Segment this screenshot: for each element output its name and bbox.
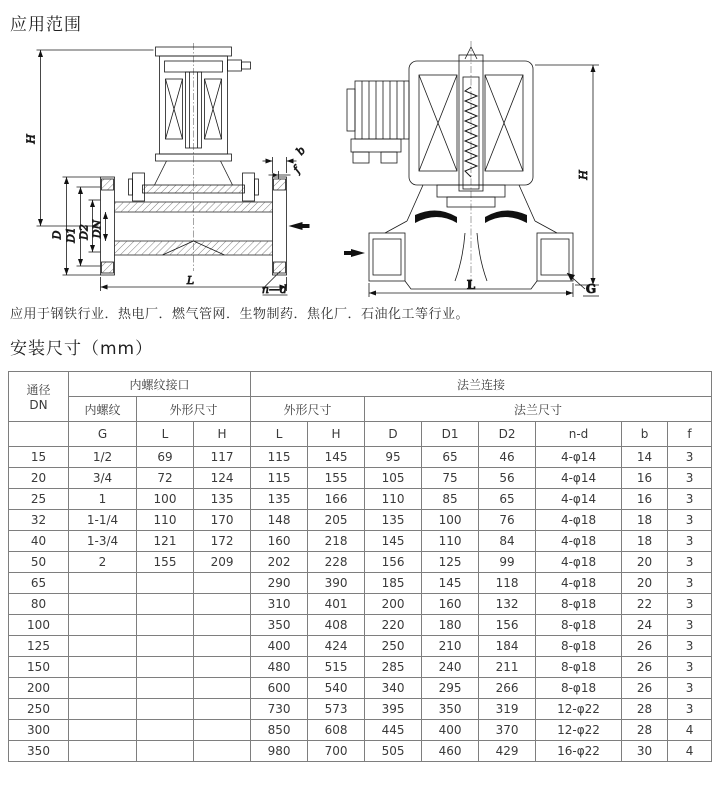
table-cell: 18	[622, 531, 668, 552]
table-cell	[69, 636, 137, 657]
table-cell: 135	[194, 489, 251, 510]
table-cell: 180	[422, 615, 479, 636]
table-cell	[69, 657, 137, 678]
table-cell: 350	[251, 615, 308, 636]
table-cell: 3/4	[69, 468, 137, 489]
table-cell: 3	[668, 594, 712, 615]
table-cell: 211	[479, 657, 536, 678]
table-cell: 295	[422, 678, 479, 699]
dim-nd-label: n—d	[261, 283, 288, 296]
table-row	[9, 510, 712, 531]
table-cell: 124	[194, 468, 251, 489]
table-cell: 125	[422, 552, 479, 573]
table-cell	[69, 699, 137, 720]
table-cell: 285	[365, 657, 422, 678]
col-f: f	[668, 422, 712, 447]
dim-H-label: H	[24, 134, 38, 144]
table-cell: 730	[251, 699, 308, 720]
table-cell: 3	[668, 447, 712, 468]
table-cell: 80	[9, 594, 69, 615]
threaded-valve-drawing	[318, 39, 618, 297]
table-row	[9, 741, 712, 762]
table-cell: 370	[479, 720, 536, 741]
table-cell: 22	[622, 594, 668, 615]
table-row	[9, 720, 712, 741]
table-cell: 4-φ18	[536, 573, 622, 594]
table-cell: 850	[251, 720, 308, 741]
table-cell: 20	[622, 552, 668, 573]
table-cell	[69, 615, 137, 636]
table-cell: 24	[622, 615, 668, 636]
table-cell: 400	[251, 636, 308, 657]
col-D: D	[365, 422, 422, 447]
table-cell	[194, 636, 251, 657]
flow-direction-arrow	[344, 249, 365, 257]
table-cell: 56	[479, 468, 536, 489]
table-cell: 3	[668, 510, 712, 531]
table-cell: 3	[668, 531, 712, 552]
header-flange-sub: 法兰尺寸	[365, 397, 712, 422]
table-cell: 1	[69, 489, 137, 510]
table-cell: 156	[479, 615, 536, 636]
dim-D-label: D	[50, 230, 64, 240]
table-cell	[137, 720, 194, 741]
table-cell: 220	[365, 615, 422, 636]
header-flange-group: 法兰连接	[251, 372, 712, 397]
table-cell: 99	[479, 552, 536, 573]
dimensions-table	[8, 371, 712, 762]
table-row	[9, 678, 712, 699]
table-cell: 3	[668, 489, 712, 510]
table-cell: 3	[668, 552, 712, 573]
table-cell: 505	[365, 741, 422, 762]
flow-direction-arrow	[289, 222, 310, 230]
table-row	[9, 657, 712, 678]
table-cell: 3	[668, 678, 712, 699]
table-cell: 4	[668, 741, 712, 762]
header-threaded-group: 内螺纹接口	[69, 372, 251, 397]
table-cell: 266	[479, 678, 536, 699]
table-cell: 350	[9, 741, 69, 762]
table-cell: 16	[622, 489, 668, 510]
table-cell	[194, 657, 251, 678]
dimensions-table-body	[9, 447, 712, 762]
table-cell: 160	[251, 531, 308, 552]
table-cell: 26	[622, 636, 668, 657]
dim-DN-label: DN	[90, 219, 104, 239]
table-cell: 172	[194, 531, 251, 552]
table-cell: 445	[365, 720, 422, 741]
table-cell: 46	[479, 447, 536, 468]
table-cell: 166	[308, 489, 365, 510]
col-H1: H	[194, 422, 251, 447]
table-cell: 340	[365, 678, 422, 699]
table-cell: 205	[308, 510, 365, 531]
table-row	[9, 573, 712, 594]
table-cell: 608	[308, 720, 365, 741]
table-cell	[194, 573, 251, 594]
table-cell: 50	[9, 552, 69, 573]
table-cell	[69, 573, 137, 594]
table-cell: 4-φ18	[536, 510, 622, 531]
table-cell: 209	[194, 552, 251, 573]
dim-D1-label: D1	[64, 227, 78, 243]
table-cell: 200	[9, 678, 69, 699]
table-cell: 69	[137, 447, 194, 468]
table-cell: 4-φ14	[536, 447, 622, 468]
table-cell: 460	[422, 741, 479, 762]
table-cell: 3	[668, 573, 712, 594]
table-cell	[194, 615, 251, 636]
table-cell: 155	[308, 468, 365, 489]
table-cell: 148	[251, 510, 308, 531]
table-header-row-groups	[9, 372, 712, 397]
header-thread-sub: 内螺纹	[69, 397, 137, 422]
table-cell: 4-φ18	[536, 531, 622, 552]
table-cell: 4	[668, 720, 712, 741]
table-cell: 28	[622, 699, 668, 720]
table-cell	[194, 720, 251, 741]
table-cell: 72	[137, 468, 194, 489]
table-cell: 32	[9, 510, 69, 531]
table-cell	[137, 699, 194, 720]
table-cell: 350	[422, 699, 479, 720]
table-cell: 573	[308, 699, 365, 720]
table-cell: 156	[365, 552, 422, 573]
table-cell: 1-3/4	[69, 531, 137, 552]
table-row	[9, 699, 712, 720]
table-cell	[137, 741, 194, 762]
table-cell: 3	[668, 699, 712, 720]
table-row	[9, 636, 712, 657]
table-cell: 100	[137, 489, 194, 510]
table-cell	[194, 741, 251, 762]
table-cell: 240	[422, 657, 479, 678]
table-cell: 4-φ14	[536, 489, 622, 510]
table-cell: 4-φ14	[536, 468, 622, 489]
table-cell: 408	[308, 615, 365, 636]
header-outline-sub2: 外形尺寸	[251, 397, 365, 422]
table-cell: 100	[9, 615, 69, 636]
table-cell	[194, 594, 251, 615]
header-outline-sub1: 外形尺寸	[137, 397, 251, 422]
table-cell: 3	[668, 636, 712, 657]
table-cell: 390	[308, 573, 365, 594]
col-D2: D2	[479, 422, 536, 447]
table-cell	[137, 615, 194, 636]
table-cell	[194, 699, 251, 720]
table-cell: 16	[622, 468, 668, 489]
table-cell: 700	[308, 741, 365, 762]
valve-drawings	[8, 39, 712, 297]
table-cell: 4-φ18	[536, 552, 622, 573]
table-cell: 202	[251, 552, 308, 573]
table-cell: 210	[422, 636, 479, 657]
table-cell: 145	[422, 573, 479, 594]
col-L1: L	[137, 422, 194, 447]
table-row	[9, 531, 712, 552]
col-H2: H	[308, 422, 365, 447]
table-cell: 401	[308, 594, 365, 615]
table-cell: 8-φ18	[536, 657, 622, 678]
col-G: G	[69, 422, 137, 447]
table-cell: 65	[422, 447, 479, 468]
table-cell: 395	[365, 699, 422, 720]
header-dn-line2: DN	[29, 398, 48, 412]
table-cell	[69, 594, 137, 615]
table-header-row-cols	[9, 422, 712, 447]
table-cell: 65	[9, 573, 69, 594]
table-cell: 8-φ18	[536, 678, 622, 699]
table-cell: 145	[365, 531, 422, 552]
table-cell: 290	[251, 573, 308, 594]
table-cell: 76	[479, 510, 536, 531]
table-cell: 18	[622, 510, 668, 531]
table-cell: 600	[251, 678, 308, 699]
table-cell	[69, 678, 137, 699]
table-cell: 319	[479, 699, 536, 720]
table-cell: 160	[422, 594, 479, 615]
table-cell: 300	[9, 720, 69, 741]
table-row	[9, 447, 712, 468]
table-cell: 26	[622, 657, 668, 678]
table-cell: 115	[251, 447, 308, 468]
empty-corner-cell	[9, 422, 69, 447]
dim-b-label: b	[293, 143, 309, 158]
dim-G-label: G	[585, 282, 597, 296]
table-cell: 3	[668, 657, 712, 678]
table-cell: 1/2	[69, 447, 137, 468]
table-cell: 118	[479, 573, 536, 594]
table-cell: 117	[194, 447, 251, 468]
table-cell: 400	[422, 720, 479, 741]
table-cell: 228	[308, 552, 365, 573]
table-cell: 110	[365, 489, 422, 510]
table-cell: 15	[9, 447, 69, 468]
table-cell: 3	[668, 615, 712, 636]
table-row	[9, 594, 712, 615]
table-cell: 8-φ18	[536, 636, 622, 657]
table-cell: 155	[137, 552, 194, 573]
table-cell: 200	[365, 594, 422, 615]
table-cell: 14	[622, 447, 668, 468]
table-cell: 121	[137, 531, 194, 552]
table-cell	[137, 573, 194, 594]
header-dn-line1: 通径	[26, 383, 51, 397]
table-cell: 115	[251, 468, 308, 489]
table-cell: 310	[251, 594, 308, 615]
table-cell: 100	[422, 510, 479, 531]
col-D1: D1	[422, 422, 479, 447]
table-cell: 480	[251, 657, 308, 678]
table-cell: 75	[422, 468, 479, 489]
table-cell: 540	[308, 678, 365, 699]
table-header-row-subgroups	[9, 397, 712, 422]
table-cell	[194, 678, 251, 699]
application-caption: 应用于钢铁行业．热电厂．燃气管网．生物制药．焦化厂．石油化工等行业。	[10, 307, 470, 322]
table-cell: 515	[308, 657, 365, 678]
table-cell: 85	[422, 489, 479, 510]
table-cell: 145	[308, 447, 365, 468]
table-cell	[137, 678, 194, 699]
table-cell: 132	[479, 594, 536, 615]
table-cell: 12-φ22	[536, 699, 622, 720]
table-cell: 135	[251, 489, 308, 510]
table-row	[9, 552, 712, 573]
table-cell: 184	[479, 636, 536, 657]
table-cell: 150	[9, 657, 69, 678]
table-cell	[69, 720, 137, 741]
table-cell: 20	[622, 573, 668, 594]
table-cell: 170	[194, 510, 251, 531]
table-row	[9, 489, 712, 510]
table-cell: 8-φ18	[536, 594, 622, 615]
table-cell: 110	[422, 531, 479, 552]
dim-L2-label: L	[466, 278, 476, 292]
table-cell: 20	[9, 468, 69, 489]
table-cell: 30	[622, 741, 668, 762]
table-cell: 250	[9, 699, 69, 720]
table-cell: 12-φ22	[536, 720, 622, 741]
table-cell: 105	[365, 468, 422, 489]
table-cell: 2	[69, 552, 137, 573]
table-cell: 95	[365, 447, 422, 468]
table-cell: 424	[308, 636, 365, 657]
table-cell: 16-φ22	[536, 741, 622, 762]
header-dn	[9, 372, 69, 422]
table-cell: 135	[365, 510, 422, 531]
table-cell	[137, 657, 194, 678]
table-cell: 28	[622, 720, 668, 741]
table-cell: 125	[9, 636, 69, 657]
dimensions-title: 安装尺寸（mm）	[10, 339, 154, 359]
table-cell: 8-φ18	[536, 615, 622, 636]
table-cell: 84	[479, 531, 536, 552]
table-cell: 110	[137, 510, 194, 531]
table-cell: 185	[365, 573, 422, 594]
table-cell: 218	[308, 531, 365, 552]
table-cell: 1-1/4	[69, 510, 137, 531]
table-cell: 250	[365, 636, 422, 657]
table-cell	[69, 741, 137, 762]
table-cell: 65	[479, 489, 536, 510]
col-L2: L	[251, 422, 308, 447]
table-cell: 40	[9, 531, 69, 552]
page-title: 应用范围	[10, 15, 82, 35]
table-row	[9, 615, 712, 636]
dim-D2-label: D2	[77, 224, 91, 240]
col-nd: n-d	[536, 422, 622, 447]
table-cell: 980	[251, 741, 308, 762]
table-cell: 3	[668, 468, 712, 489]
table-cell	[137, 594, 194, 615]
flanged-valve-drawing	[8, 39, 318, 297]
table-cell	[137, 636, 194, 657]
col-b: b	[622, 422, 668, 447]
dim-H2-label: H	[577, 170, 590, 180]
table-cell: 429	[479, 741, 536, 762]
table-cell: 26	[622, 678, 668, 699]
dim-f-label: f	[290, 164, 304, 176]
table-row	[9, 468, 712, 489]
table-cell: 25	[9, 489, 69, 510]
dim-L-label: L	[186, 274, 195, 287]
